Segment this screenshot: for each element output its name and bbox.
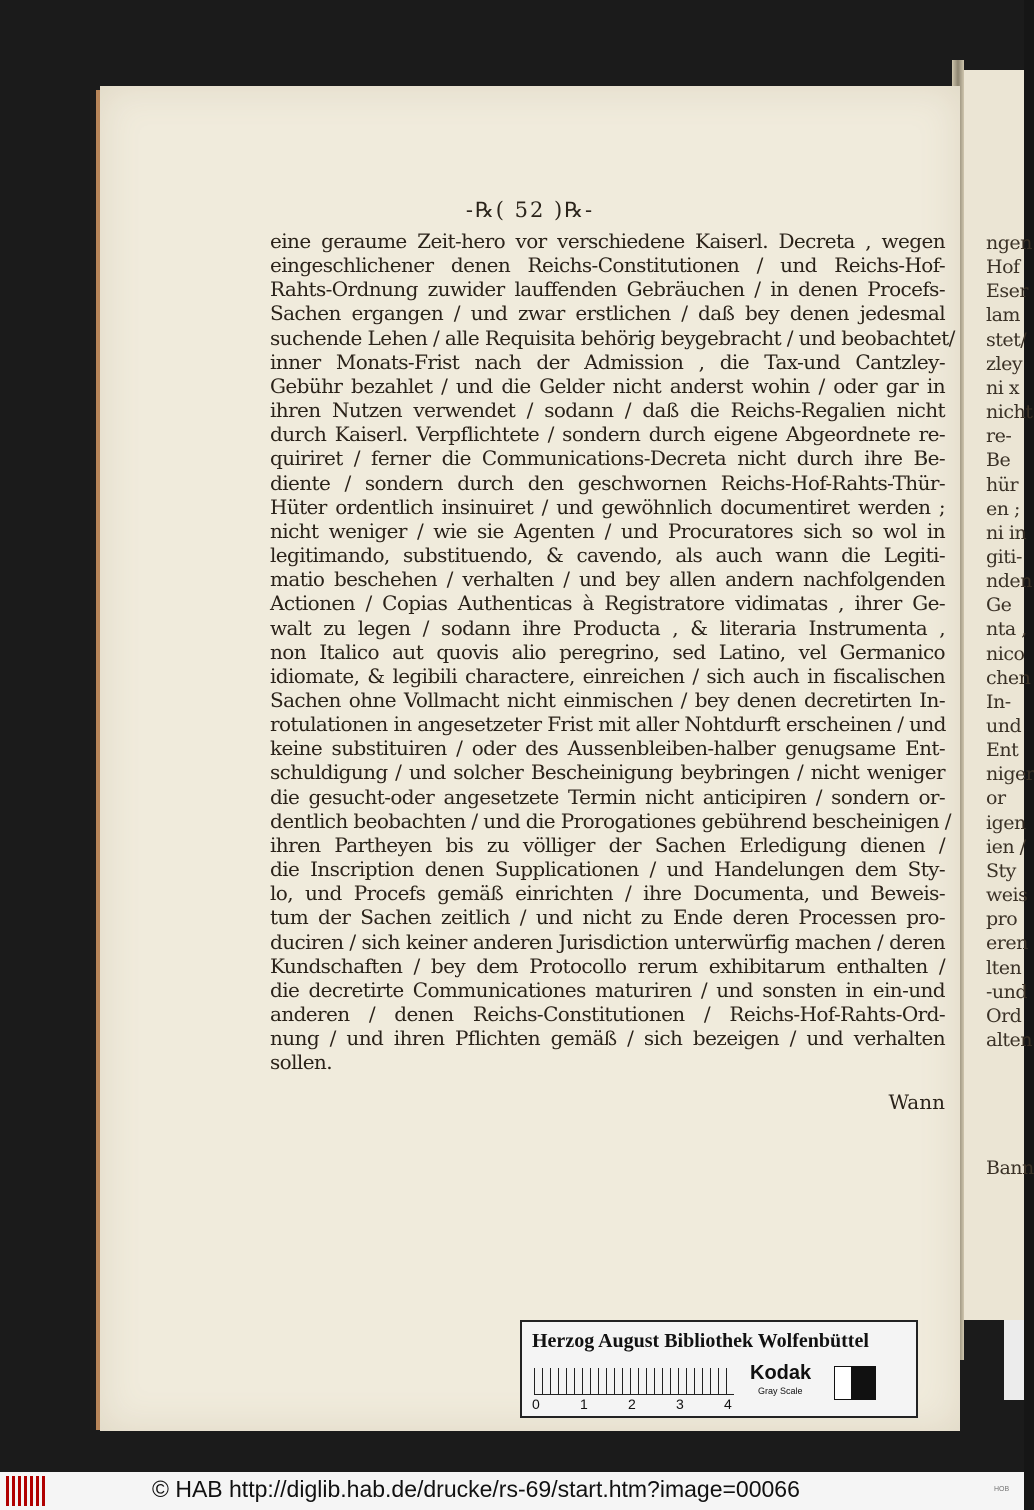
- text-line: Hüter ordentlich insinuiret / und gewöhnlich documentiret werden ;: [270, 494, 945, 519]
- second-colorbar-fragment: [1004, 1320, 1024, 1400]
- next-page-text-fragment: nden: [986, 570, 1032, 593]
- color-calibration-card: [520, 1320, 918, 1418]
- next-page-fragment: [962, 70, 1034, 1320]
- text-line: anderen / denen Reichs-Constitutionen / Reichs-Hof-Rahts-Ord-: [270, 1002, 945, 1026]
- next-page-text-fragment: alten: [986, 1028, 1033, 1051]
- next-page-text-fragment: Ord: [986, 1004, 1022, 1027]
- text-line: durch Kaiserl. Verpflichtete / sondern durch eigene Abgeordnete re-: [270, 422, 945, 447]
- footer-bar: [0, 1472, 1024, 1510]
- ruler-scale: [534, 1368, 734, 1395]
- next-page-text-fragment: chen: [986, 666, 1031, 689]
- next-page-text-fragment: or: [986, 787, 1006, 810]
- library-name: Herzog August Bibliothek Wolfenbüttel: [532, 1330, 869, 1352]
- text-line: ihren Nutzen verwendet / sodann / daß die Reichs-Regalien nicht: [270, 398, 945, 423]
- text-line: diente / sondern durch den geschwornen Reichs-Hof-Rahts-Thür-: [270, 470, 945, 495]
- text-line: non Italico aut quovis alio peregrino, sed Latino, vel Germanico: [270, 639, 945, 664]
- next-page-text-fragment: nta ,: [986, 618, 1027, 641]
- next-page-text-fragment: en ;: [986, 497, 1020, 520]
- ruler-number: 2: [628, 1396, 636, 1412]
- next-page-text-fragment: ien /: [986, 835, 1026, 858]
- next-page-text-fragment: zley: [986, 352, 1023, 375]
- text-line: schuldigung / und solcher Bescheinigung beybringen / nicht weniger: [270, 760, 945, 785]
- next-page-text-fragment: Eser: [986, 280, 1028, 303]
- next-page-text-fragment: stet/: [986, 328, 1027, 351]
- text-line: nicht weniger / wie sie Agenten / und Procuratores sich so wol in: [270, 518, 945, 543]
- ruler-number: 1: [580, 1396, 588, 1412]
- text-line: inner Monats-Frist nach der Admission , die Tax-und Cantzley-: [270, 349, 945, 374]
- text-line: suchende Lehen / alle Requisita behörig beygebracht / und beobachtet/: [270, 325, 955, 350]
- next-page-text-fragment: Bann: [986, 1157, 1034, 1179]
- text-line: duciren / sich keiner anderen Jurisdiction unterwürfig machen / deren: [270, 929, 945, 954]
- next-page-text-fragment: Be: [986, 449, 1011, 472]
- text-line: eingeschlichener denen Reichs-Constitutionen / und Reichs-Hof-: [270, 253, 945, 278]
- next-page-text-fragment: Hof: [986, 256, 1020, 279]
- page-header: -℞( 52 )℞-: [465, 198, 595, 222]
- next-page-text-fragment: ngen: [986, 232, 1032, 254]
- ruler-number: 0: [532, 1396, 540, 1412]
- next-page-text-fragment: nicht: [986, 401, 1033, 424]
- text-line: die gesucht-oder angesetzete Termin nicht anticipiren / sondern or-: [270, 784, 945, 809]
- text-line: Actionen / Copias Authenticas à Registratore vidimatas , ihrer Ge-: [270, 591, 945, 616]
- ruler-number: 3: [676, 1396, 684, 1412]
- text-line: tum der Sachen zeitlich / und nicht zu Ende deren Processen pro-: [270, 905, 945, 930]
- next-page-text-fragment: -und: [986, 980, 1028, 1003]
- text-line: Sachen ohne Vollmacht nicht einmischen / bey denen decretirten In-: [270, 687, 945, 712]
- body-text: [270, 229, 955, 1075]
- next-page-text-fragment: lam: [986, 304, 1020, 327]
- next-page-text-fragment: Ent: [986, 739, 1019, 762]
- next-page-text-fragment: hür: [986, 473, 1019, 496]
- next-page-text-fragment: giti-: [986, 545, 1022, 568]
- white-swatch: [834, 1366, 852, 1400]
- text-line: Rahts-Ordnung zuwider lauffenden Gebräuchen / in denen Procefs-: [270, 277, 945, 302]
- ruler-number: 4: [724, 1396, 732, 1412]
- text-line: lo, und Procefs gemäß einrichten / ihre Documenta, und Beweis-: [270, 881, 945, 906]
- text-line: quiriret / ferner die Communications-Decreta nicht durch ihre Be-: [270, 446, 945, 471]
- text-line: legitimando, substituendo, & cavendo, als auch wann die Legiti-: [270, 543, 945, 568]
- next-page-text-fragment: pro: [986, 908, 1018, 931]
- hab-logo-icon: [6, 1476, 46, 1506]
- next-page-text-fragment: nico: [986, 642, 1025, 665]
- next-page-text-fragment: re-: [986, 425, 1012, 448]
- text-line: dentlich beobachten / und die Prorogationes gebührend bescheinigen /: [270, 808, 951, 833]
- text-line: die Inscription denen Supplicationen / und Handelungen dem Sty-: [270, 857, 945, 882]
- kodak-logo: Kodak: [750, 1362, 812, 1384]
- next-page-text-fragment: eren: [986, 932, 1028, 955]
- next-page-text-fragment: lten: [986, 956, 1022, 979]
- text-line: keine substituiren / oder des Aussenbleiben-halber genugsame Ent-: [270, 736, 945, 761]
- next-page-text-fragment: In-: [986, 690, 1011, 713]
- next-page-text-fragment: Ge: [986, 594, 1012, 617]
- next-page-text-fragment: Sty: [986, 859, 1016, 882]
- next-page-text-fragment: igen: [986, 811, 1026, 834]
- copyright-url[interactable]: © HAB http://diglib.hab.de/drucke/rs-69/start.htm?image=00066: [152, 1476, 800, 1502]
- text-line: walt zu legen / sodann ihre Producta , & literaria Instrumenta ,: [270, 615, 945, 640]
- next-page-text-fragment: ni in: [986, 521, 1027, 544]
- text-line: sollen.: [270, 1050, 332, 1075]
- text-line: die decretirte Communicationes maturiren / und sonsten in ein-und: [270, 977, 945, 1002]
- text-line: eine geraume Zeit-hero vor verschiedene Kaiserl. Decreta , wegen: [270, 229, 945, 253]
- next-page-text-fragment: niger: [986, 763, 1034, 786]
- next-page-text-fragment: und: [986, 715, 1022, 737]
- next-page-text-fragment: ni x: [986, 376, 1020, 399]
- next-page-text-fragment: weis: [986, 884, 1028, 907]
- text-line: Sachen ergangen / und zwar erstlichen / daß bey denen jedesmal: [270, 301, 945, 326]
- text-line: idiomate, & legibili charactere, einreichen / sich auch in fiscalischen: [270, 663, 945, 688]
- text-line: matio beschehen / verhalten / und bey allen andern nachfolgenden: [270, 567, 945, 592]
- footer-mark: HOB: [994, 1486, 1010, 1493]
- text-line: Gebühr bezahlet / und die Gelder nicht anderst wohin / oder gar in: [270, 373, 945, 398]
- text-line: ihren Partheyen bis zu völliger der Sachen Erledigung dienen /: [270, 832, 945, 857]
- text-line: rotulationen in angesetzeter Frist mit aller Nohtdurft erscheinen / und: [270, 712, 946, 737]
- text-line: Kundschaften / bey dem Protocollo rerum exhibitarum enthalten /: [270, 953, 945, 978]
- black-swatch: [852, 1366, 876, 1400]
- book-page: [100, 86, 960, 1431]
- catchword: Wann: [888, 1090, 945, 1114]
- text-line: nung / und ihren Pflichten gemäß / sich bezeigen / und verhalten: [270, 1026, 945, 1051]
- grayscale-label: Gray Scale: [758, 1386, 803, 1396]
